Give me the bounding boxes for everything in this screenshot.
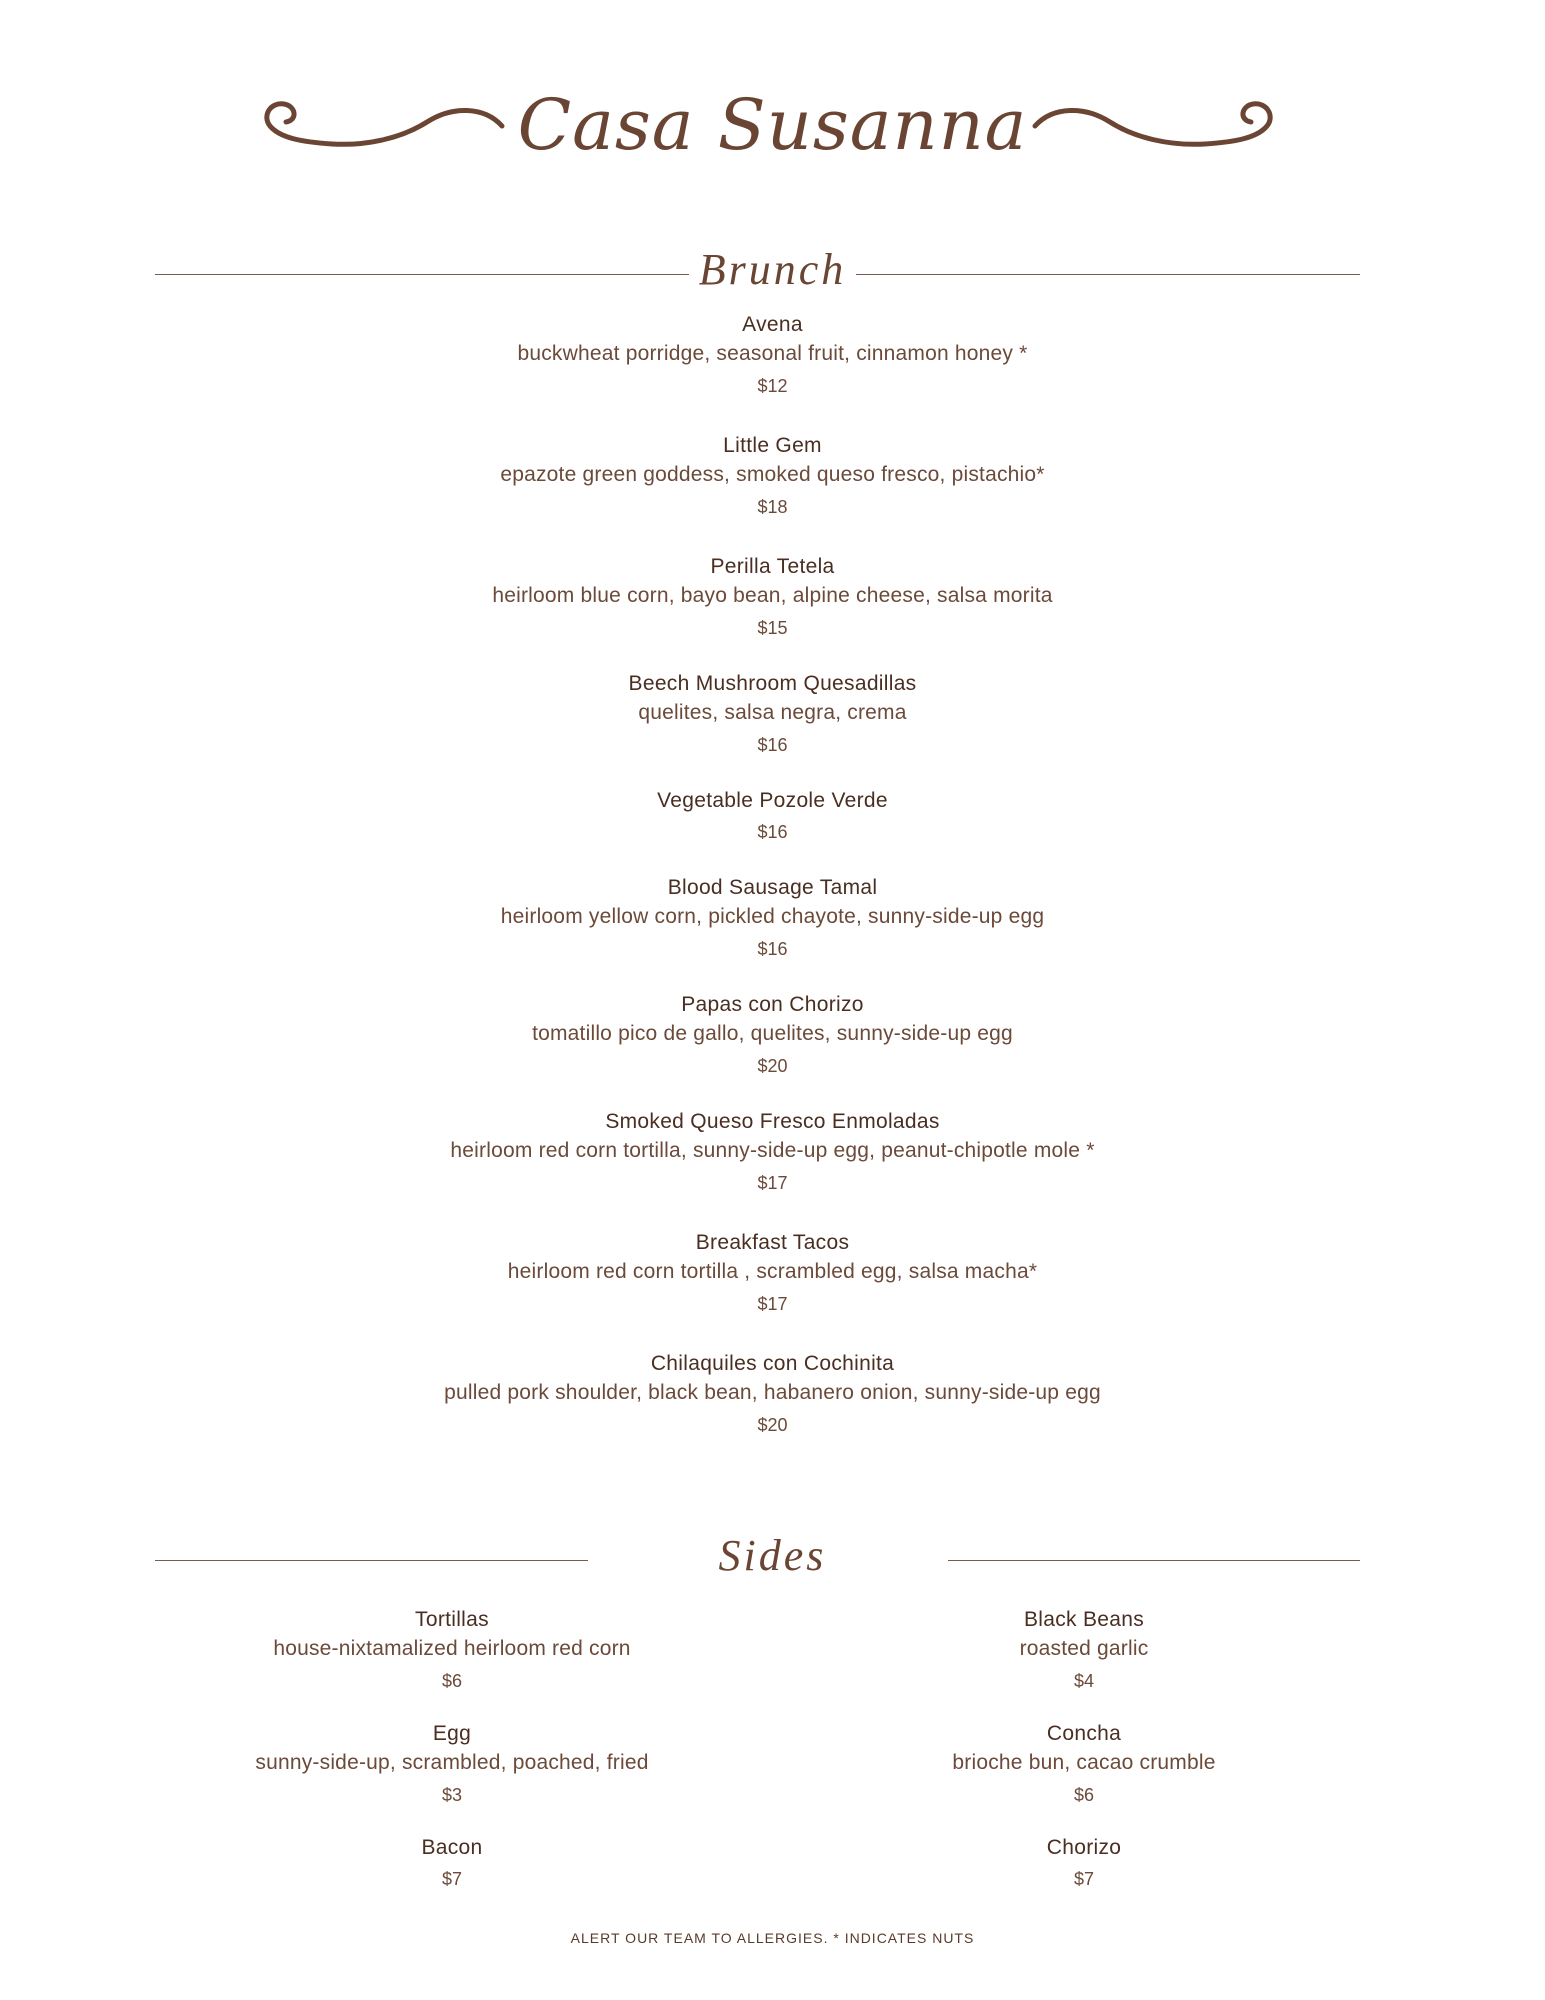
item-name: Beech Mushroom Quesadillas	[628, 672, 917, 695]
item-price: $20	[757, 1415, 788, 1435]
item-price: $12	[757, 376, 788, 396]
menu-item	[0, 1108, 1545, 1229]
menu-item	[0, 874, 1545, 991]
item-price: $6	[1073, 1785, 1095, 1805]
item-description: heirloom yellow corn, pickled chayote, sunny-side-up egg	[500, 905, 1045, 928]
item-description: heirloom red corn tortilla , scrambled egg, salsa macha*	[507, 1260, 1038, 1283]
item-price: $17	[757, 1173, 788, 1193]
item-description: tomatillo pico de gallo, quelites, sunny-side-up egg	[532, 1022, 1013, 1045]
item-name: Black Beans	[1023, 1608, 1145, 1631]
item-price: $7	[441, 1869, 463, 1889]
side-item	[192, 1606, 712, 1698]
item-price: $16	[757, 822, 788, 842]
side-item	[192, 1834, 712, 1896]
allergy-note: ALERT OUR TEAM TO ALLERGIES. * INDICATES NUTS	[570, 1930, 975, 1946]
item-name: Blood Sausage Tamal	[667, 876, 878, 899]
item-price: $18	[757, 497, 788, 517]
menu-item	[0, 991, 1545, 1108]
restaurant-title: Casa Susanna	[517, 84, 1028, 166]
sides-left-column	[192, 1606, 712, 1918]
item-description: heirloom red corn tortilla, sunny-side-up egg, peanut-chipotle mole *	[450, 1139, 1095, 1162]
item-price: $4	[1073, 1671, 1095, 1691]
menu-item	[0, 432, 1545, 553]
item-price: $17	[757, 1294, 788, 1314]
item-name: Breakfast Tacos	[695, 1231, 850, 1254]
item-name: Smoked Queso Fresco Enmoladas	[605, 1110, 940, 1133]
item-price: $20	[757, 1056, 788, 1076]
item-name: Papas con Chorizo	[681, 993, 864, 1016]
item-name: Chorizo	[1046, 1836, 1122, 1859]
brunch-heading-text: Brunch	[689, 245, 857, 294]
item-price: $3	[441, 1785, 463, 1805]
item-description: epazote green goddess, smoked queso fresco, pistachio*	[500, 463, 1045, 486]
item-name: Chilaquiles con Cochinita	[650, 1352, 895, 1375]
item-price: $7	[1073, 1869, 1095, 1889]
sides-right-column	[824, 1606, 1344, 1918]
side-item	[192, 1720, 712, 1812]
item-name: Bacon	[421, 1836, 483, 1859]
item-description: house-nixtamalized heirloom red corn	[273, 1637, 631, 1660]
item-price: $16	[757, 939, 788, 959]
item-description: brioche bun, cacao crumble	[952, 1751, 1216, 1774]
sides-section-heading	[0, 1530, 1545, 1590]
menu-item	[0, 1350, 1545, 1467]
item-name: Tortillas	[415, 1608, 489, 1631]
item-description: buckwheat porridge, seasonal fruit, cinnamon honey *	[517, 342, 1028, 365]
item-name: Perilla Tetela	[710, 555, 835, 578]
side-item	[824, 1606, 1344, 1698]
item-name: Concha	[1046, 1722, 1122, 1745]
menu-item	[0, 670, 1545, 787]
item-description: heirloom blue corn, bayo bean, alpine cheese, salsa morita	[492, 584, 1053, 607]
brunch-items	[0, 311, 1545, 1467]
menu-item	[0, 787, 1545, 874]
menu-item	[0, 1229, 1545, 1350]
side-item	[824, 1834, 1344, 1896]
brunch-section-heading	[0, 244, 1545, 304]
right-flourish-icon	[1030, 88, 1275, 158]
item-name: Avena	[742, 313, 803, 336]
item-description: sunny-side-up, scrambled, poached, fried	[255, 1751, 649, 1774]
item-name: Egg	[432, 1722, 472, 1745]
sides-heading-text: Sides	[709, 1531, 837, 1580]
menu-item	[0, 553, 1545, 670]
item-description: roasted garlic	[1019, 1637, 1149, 1660]
menu-item	[0, 311, 1545, 432]
item-description: pulled pork shoulder, black bean, habanero onion, sunny-side-up egg	[444, 1381, 1101, 1404]
item-price: $15	[757, 618, 788, 638]
item-price: $6	[441, 1671, 463, 1691]
menu-header	[0, 78, 1545, 188]
side-item	[824, 1720, 1344, 1812]
item-name: Little Gem	[723, 434, 822, 457]
item-name: Vegetable Pozole Verde	[657, 789, 888, 812]
item-description: quelites, salsa negra, crema	[638, 701, 907, 724]
item-price: $16	[757, 735, 788, 755]
